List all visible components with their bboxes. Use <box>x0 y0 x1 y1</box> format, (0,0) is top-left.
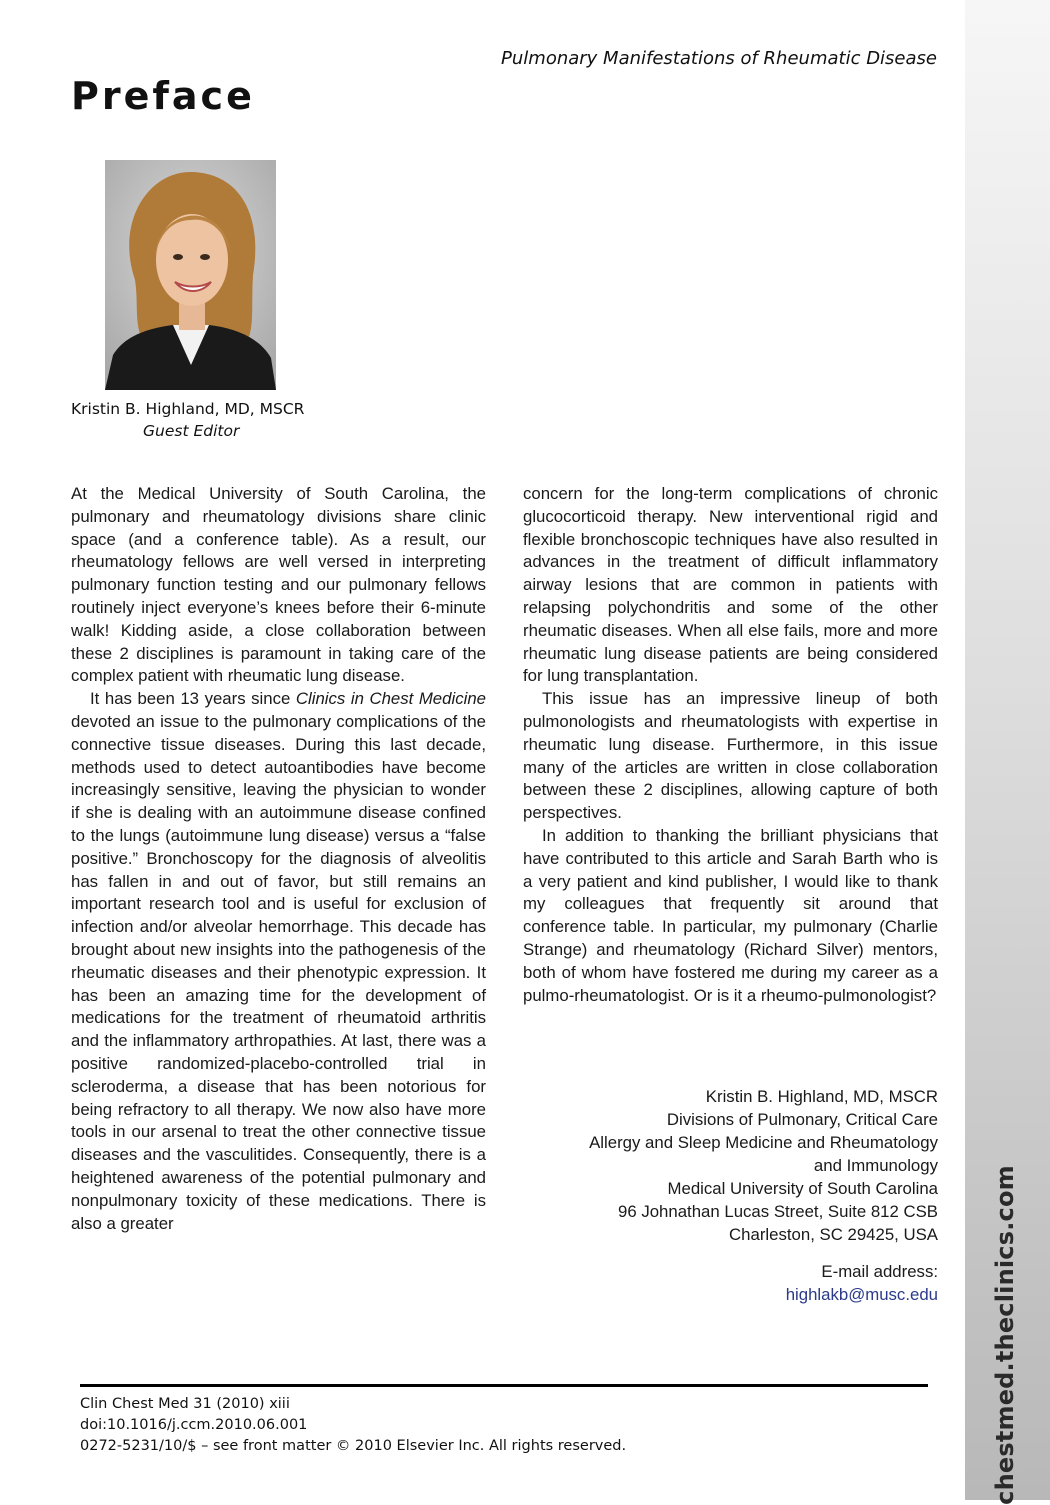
signature-line-3: and Immunology <box>813 1156 938 1175</box>
signature-block <box>518 1085 938 1306</box>
paragraph-3: This issue has an impressive lineup of both pulmonologists and rheumatologists with expertise in rheumatic lung disease. Furthermore, in this issue many of the articles are written in close collaboration between these 2 disciplines, allowing capture of both perspectives. <box>523 689 938 823</box>
signature-line-2: Allergy and Sleep Medicine and Rheumatology <box>589 1133 938 1152</box>
paragraph-2-rest: devoted an issue to the pulmonary complications of the connective tissue diseases. During this last decade, methods used to detect autoantibodies have become increasingly sensitive, leaving the physician to wonder if she is dealing with an autoimmune disease confined to the lungs (autoimmune lung disease) versus a “false positive.” Bronchoscopy for the diagnosis of alveolitis has fallen in and out of favor, but still remains an important research tool and is useful for exclusion of infection and/or alveolar hemorrhage. This decade has brought about new insights into the pathogenesis of the rheumatic diseases and their phenotypic expression. It has been an amazing time for the development of medications for the treatment of rheumatoid arthritis and the inflammatory arthropathies. At last, there was a positive randomized-placebo-controlled trial in scleroderma, a disease that has been notorious for being refractory to all therapy. We now also have more tools in our arsenal to treat the other connective tissue diseases and the vasculitides. Consequently, there is a heightened awareness of the potential pulmonary and nonpulmonary toxicity of these medications. There is also a greater <box>71 711 486 1233</box>
journal-title: Clinics in Chest Medicine <box>295 689 486 709</box>
paragraph-1: At the Medical University of South Carolina, the pulmonary and rheumatology divisions share clinic space (and a conference table). As a result, our rheumatology fellows are well versed in interpreting pulmonary function testing and our pulmonary fellows routinely inject everyone’s knees before their 6-minute walk! Kidding aside, a close collaboration between these 2 disciplines is paramount in taking care of the complex patient with rheumatic lung disease. <box>71 484 486 686</box>
left-column <box>71 483 486 1235</box>
signature-line-1: Divisions of Pulmonary, Critical Care <box>666 1110 938 1129</box>
signature-line-5: 96 Johnathan Lucas Street, Suite 812 CSB <box>618 1202 938 1221</box>
editor-name: Kristin B. Highland, MD, MSCR <box>71 400 305 418</box>
journal-url[interactable]: chestmed.theclinics.com <box>991 1165 1019 1505</box>
footer <box>80 1394 626 1457</box>
editor-photo <box>105 160 276 390</box>
footer-citation: Clin Chest Med 31 (2010) xiii <box>80 1396 290 1412</box>
paragraph-2 <box>71 688 486 1235</box>
right-column <box>523 483 938 1007</box>
footer-rights: 0272-5231/10/$ – see front matter © 2010 Elsevier Inc. All rights reserved. <box>80 1438 627 1454</box>
signature-line-6: Charleston, SC 29425, USA <box>729 1225 938 1244</box>
footer-doi: doi:10.1016/j.ccm.2010.06.001 <box>80 1417 308 1433</box>
email-label: E-mail address: <box>821 1262 938 1281</box>
editor-role: Guest Editor <box>143 422 240 440</box>
running-title: Pulmonary Manifestations of Rheumatic Disease <box>501 48 937 69</box>
page-title: Preface <box>71 74 255 118</box>
photo-caption <box>71 400 304 440</box>
signature-name: Kristin B. Highland, MD, MSCR <box>705 1087 938 1106</box>
signature-line-4: Medical University of South Carolina <box>667 1179 938 1198</box>
paragraph-2-lead: It has been 13 years since <box>90 689 296 709</box>
footer-rule <box>80 1384 928 1387</box>
email-link[interactable]: highlakb@musc.edu <box>785 1285 938 1304</box>
paragraph-4: In addition to thanking the brilliant physicians that have contributed to this article and Sarah Barth who is a very patient and kind publisher, I would like to thank my colleagues that frequently sit around that conference table. In particular, my pulmonary (Charlie Strange) and rheumatology (Richard Silver) mentors, both of whom have fostered me during my career as a pulmo-rheumatologist. Or is it a rheumo-pulmonologist? <box>523 825 938 1005</box>
paragraph-2-continued: concern for the long-term complications of chronic glucocorticoid therapy. New interventional rigid and flexible bronchoscopic techniques have also resulted in advances in the treatment of difficult inflammatory airway lesions that are common in patients with relapsing polychondritis and some of the other rheumatic diseases. When all else fails, more and more rheumatic lung disease patients are being considered for lung transplantation. <box>523 484 938 686</box>
